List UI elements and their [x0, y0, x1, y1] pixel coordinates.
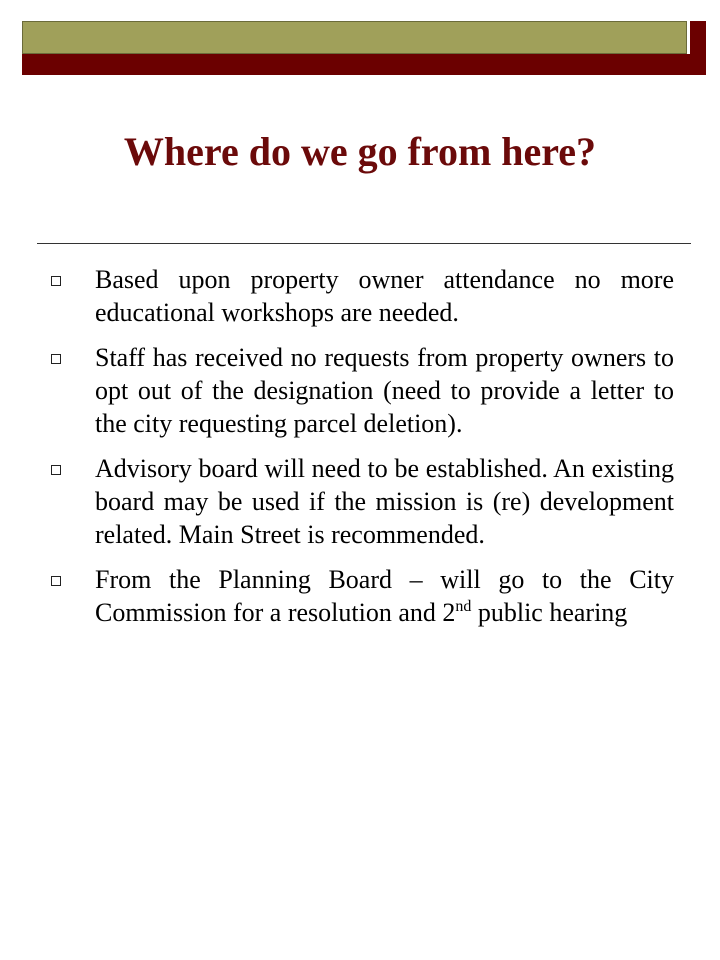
header-olive-band: [22, 21, 687, 54]
ordinal-superscript: nd: [455, 598, 472, 615]
bullet-text: [95, 565, 674, 627]
bullet-text: Staff has received no requests from property owners to opt out of the designation (need to provide a letter to the city requesting parcel deletion).: [95, 343, 674, 438]
header-corner-block: [687, 21, 706, 54]
bullet-item: [48, 452, 674, 551]
bullet-list: [48, 263, 674, 641]
hollow-square-bullet-icon: [51, 276, 61, 286]
bullet-text: Based upon property owner attendance no more educational workshops are needed.: [95, 265, 674, 327]
bullet-text: Advisory board will need to be established. An existing board may be used if the mission is (re) development related. Main Street is recommended.: [95, 454, 674, 549]
header-red-band: [22, 54, 706, 75]
hollow-square-bullet-icon: [51, 576, 61, 586]
hollow-square-bullet-icon: [51, 465, 61, 475]
bullet-item: [48, 341, 674, 440]
slide-title: Where do we go from here?: [123, 129, 597, 174]
bullet-item: [48, 263, 674, 329]
bullet-text-before: From the Planning Board – will go to the City Commission for a resolution and 2: [95, 565, 674, 627]
hollow-square-bullet-icon: [51, 354, 61, 364]
bullet-item: [48, 563, 674, 629]
bullet-text-after: public hearing: [471, 598, 628, 627]
title-divider: [37, 243, 691, 244]
